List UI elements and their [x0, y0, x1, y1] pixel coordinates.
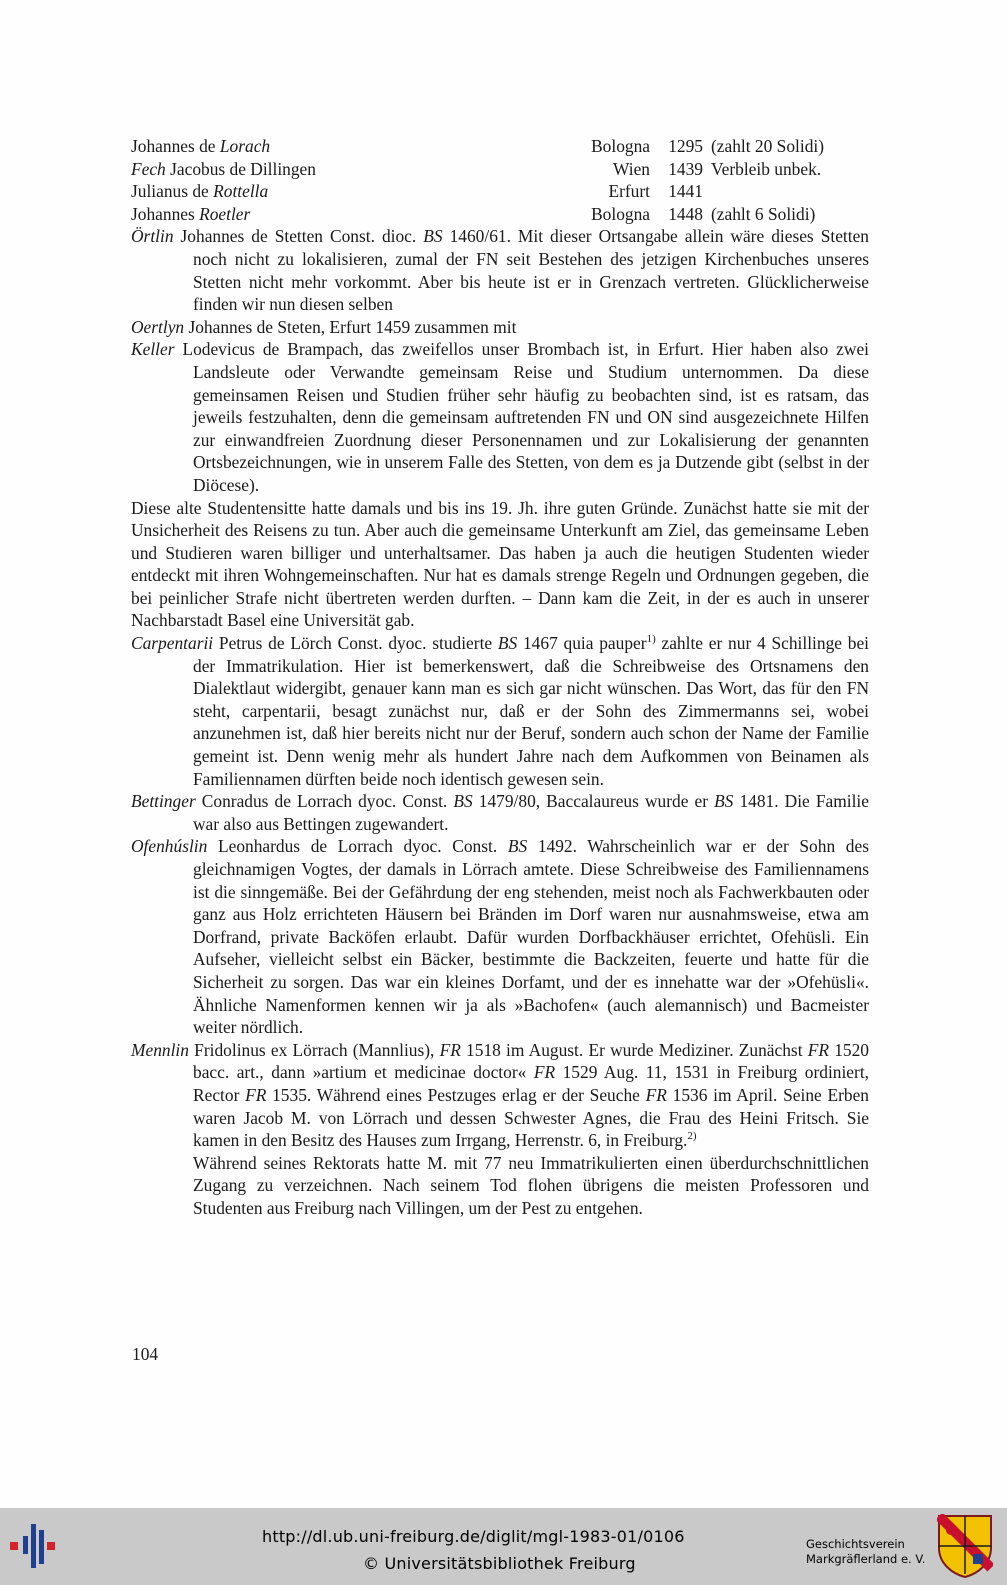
entry-carpentarii: Carpentarii Petrus de Lörch Const. dyoc. studierte BS 1467 quia pauper$^{1)}$ zahlte er nur 4 Schillinge bei der Immatrikulation. Hier ist bemerkenswert, daß die Schreibweise des Ortsnamens den Dialektlaut widergibt, genauer kann man es sich gar nicht wünschen. Das Wort, das für den FN steht, carpentarii, besagt zunächst nur, daß er der Sohn des Zimmermanns sei, wobei anzunehmen ist, daß hier bereits nicht nur der Beruf, sondern auch schon der Name der Familie gemeint ist. Denn wenig mehr als hundert Jahre nach dem Aufkommen von Beinamen als Familiennamen dürften beide noch identisch gewesen sein. — [131, 633, 869, 789]
page-number: 104 — [132, 1344, 159, 1364]
table-row: Julianus de Rottella Erfurt 1441 — [131, 181, 703, 202]
permalink-url[interactable]: http://dl.ub.uni-freiburg.de/diglit/mgl-1983-01/0106 — [262, 1527, 685, 1546]
ub-freiburg-logo — [10, 1524, 70, 1568]
paragraph-student-custom: Diese alte Studentensitte hatte damals und bis ins 19. Jh. ihre guten Gründe. Zunächst hatte sie mit der Unsicherheit des Reisens zu tun. Aber auch die gemeinsame Unterkunft am Ziel, das gemeinsame Leben und Studieren waren billiger und unterhaltsamer. Das haben ja auch die heutigen Studenten wieder entdeckt mit ihren Wohngemeinschaften. Nur hat es damals strenge Regeln und Ordnungen gegeben, die bei peinlicher Strafe nicht übertreten werden durften. – Dann kam die Zeit, in der es auch in unserer Nachbarstadt Basel eine Universität gab. — [131, 497, 869, 631]
entry-keller: Keller Lodevicus de Brampach, das zweifellos unser Brombach ist, in Erfurt. Hier haben also zwei Landsleute oder Verwandte gemeinsam Reise und Studium unternommen. Da diese gemeinsamen Reisen und Studien früher sehr häufig zu beobachten sind, ist es ratsam, das jeweils festzuhalten, denn die gemeinsam auftretenden FN und ON sind ausgezeichnete Hilfen zur einwandfreien Zuordnung dieser Personennamen und zur Lokalisierung der genannten Ortsbezeichnungen, wie in unserem Falle des Stetten, von dem es ja Dutzende gibt (selbst in der Diöcese). — [131, 339, 869, 495]
entry-ofenhuslin: Ofenhúslin Leonhardus de Lorrach dyoc. Const. BS 1492. Wahrscheinlich war er der Sohn des gleichnamigen Vogtes, der damals in Lörrach amtete. Diese Schreibweise des Familiennamens ist die sinngemäße. Bei der Gefährdung der eng stehenden, meist noch als Fachwerkbauten oder ganz aus Holz errichteten Häusern bei Bränden im Dorf waren nur ausnahmsweise, etwa am Dorfrand, private Backöfen erlaubt. Dafür wurden Dorfbackhäuser errichtet, Ofehüsli. Ein Aufseher, vielleicht selbst ein Bäcker, bestimmte die Backzeiten, feuerte und hatte für die Sicherheit zu sorgen. Das war ein kleines Dorfamt, und der es innehatte war der »Ofehüsli«. Ähnliche Namenformen kennen wir ja als »Bachofen« (auch alemannisch) und Bacmeister weiter nördlich. — [131, 836, 869, 1038]
viewer-footer — [0, 1508, 1007, 1585]
footnote-ref: 1) — [646, 633, 656, 646]
table-row: Johannes de Lorach Bologna 1295 (zahlt 20 Solidi) — [131, 136, 825, 156]
footnote-ref: 2) — [687, 1130, 697, 1143]
student-table — [131, 135, 869, 225]
table-row: Fech Jacobus de Dillingen Wien 1439 Verbleib unbek. — [131, 158, 822, 179]
entry-oertlin: Örtlin Johannes de Stetten Const. dioc. BS 1460/61. Mit dieser Ortsangabe allein wäre dieses Stetten noch nicht zu lokalisieren, zumal der FN seit Bestehen des jetzigen Kirchenbuches unseres Stetten nicht mehr vorkommt. Aber bis heute ist er in Grenzach vertreten. Glücklicherweise finden wir nun diesen selben — [131, 226, 870, 315]
copyright-text: © Universitätsbibliothek Freiburg — [363, 1554, 636, 1573]
entry-mennlin-continuation: Während seines Rektorats hatte M. mit 77 neu Immatrikulierten einen überdurchschnittlichen Zugang zu verzeichnen. Nach seinem Tod flohen übrigens die meisten Professoren und Studenten aus Freiburg nach Villingen, um der Pest zu entgehen. — [193, 1152, 869, 1218]
main-text — [131, 135, 869, 1220]
entry-mennlin: Mennlin Fridolinus ex Lörrach (Mannlius), FR 1518 im August. Er wurde Mediziner. Zunächst FR 1520 bacc. art., dann »artium et medicinae doctor« FR 1529 Aug. 11, 1531 in Freiburg ordiniert, Rector FR 1535. Während eines Pestzuges erlag er der Seuche FR 1536 im April. Seine Erben waren Jacob M. von Lörrach und dessen Schwester Agnes, die Frau des Heini Fritsch. Sie kamen in den Besitz des Hauses zum Irrgang, Herrenstr. 6, in Freiburg.$^{2)}$ — [131, 1039, 869, 1151]
society-name: Geschichtsverein Markgräflerland e. V. — [806, 1537, 926, 1566]
table-row: Johannes Roetler Bologna 1448 (zahlt 6 Solidi) — [131, 203, 816, 224]
entry-oertlyn: Oertlyn Johannes de Steten, Erfurt 1459 zusammen mit — [131, 316, 517, 337]
entry-bettinger: Bettinger Conradus de Lorrach dyoc. Const. BS 1479/80, Baccalaureus wurde er BS 1481. Die Familie war also aus Bettingen zugewandert. — [131, 791, 869, 834]
coat-of-arms-icon — [937, 1514, 993, 1578]
